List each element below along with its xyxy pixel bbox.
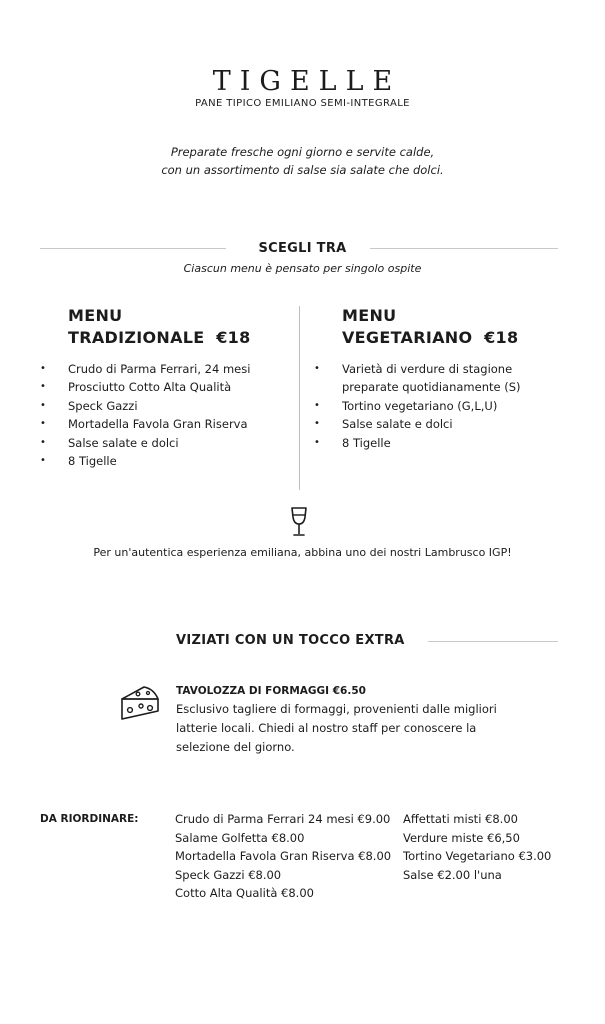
- menu-title-line: TRADIZIONALE €18: [68, 328, 251, 347]
- cheese-icon: [119, 683, 161, 723]
- menu-title-line: MENU: [342, 306, 397, 325]
- menu-title-line: VEGETARIANO €18: [342, 328, 519, 347]
- list-item: • 8 Tigelle: [314, 434, 521, 452]
- list-item-continuation: preparate quotidianamente (S): [342, 380, 521, 395]
- reorder-item: Cotto Alta Qualità €8.00: [175, 886, 314, 901]
- extra-divider: [428, 641, 558, 642]
- menu-divider: [299, 306, 300, 490]
- reorder-label: DA RIORDINARE:: [40, 813, 139, 825]
- reorder-item: Salse €2.00 l'una: [403, 867, 502, 882]
- intro-text: [0, 143, 605, 179]
- list-item: • 8 Tigelle: [40, 452, 250, 470]
- list-item: • Crudo di Parma Ferrari, 24 mesi: [40, 360, 250, 378]
- list-item: • Mortadella Favola Gran Riserva: [40, 415, 250, 433]
- menu-title-line: MENU: [68, 306, 123, 325]
- menu-vegetariano-title: [342, 305, 518, 349]
- list-item: • Salse salate e dolci: [40, 434, 250, 452]
- menu-vegetariano-items: [314, 360, 521, 452]
- cheese-board-description: Esclusivo tagliere di formaggi, provenienti dalle migliori latterie locali. Chiedi al nostro staff per conoscere la selezione del giorno.: [176, 702, 497, 754]
- reorder-item: Affettati misti €8.00: [403, 812, 518, 826]
- intro-line: con un assortimento di salse sia salate che dolci.: [161, 163, 444, 177]
- divider-right: [370, 248, 558, 249]
- menu-tradizionale-title: [68, 305, 251, 349]
- reorder-column-2: [403, 810, 551, 884]
- menu-tradizionale-items: [40, 360, 250, 470]
- list-item: • Tortino vegetariano (G,L,U): [314, 397, 521, 415]
- reorder-item: Verdure miste €6,50: [403, 830, 520, 845]
- list-item: • Speck Gazzi: [40, 397, 250, 415]
- reorder-item: Tortino Vegetariano €3.00: [403, 849, 552, 864]
- reorder-column-1: [175, 810, 391, 903]
- extra-title: VIZIATI CON UN TOCCO EXTRA: [176, 633, 405, 648]
- list-item: • Salse salate e dolci: [314, 415, 521, 433]
- choose-note: Ciascun menu è pensato per singolo ospite: [183, 262, 422, 275]
- list-item: • Prosciutto Cotto Alta Qualità: [40, 378, 250, 396]
- cheese-board-title: TAVOLOZZA DI FORMAGGI €6.50: [176, 685, 366, 697]
- reorder-item: Crudo di Parma Ferrari 24 mesi €9.00: [175, 812, 391, 826]
- choose-title: SCEGLI TRA: [258, 241, 347, 256]
- reorder-item: Salame Golfetta €8.00: [175, 830, 305, 845]
- reorder-item: Mortadella Favola Gran Riserva €8.00: [175, 849, 392, 864]
- list-item: • Varietà di verdure di stagione: [314, 360, 521, 378]
- reorder-item: Speck Gazzi €8.00: [175, 867, 282, 882]
- wine-glass-icon: [288, 506, 310, 538]
- page-subtitle: PANE TIPICO EMILIANO SEMI-INTEGRALE: [195, 98, 410, 109]
- page-title: TIGELLE: [212, 66, 402, 97]
- pairing-text: Per un'autentica esperienza emiliana, abbina uno dei nostri Lambrusco IGP!: [93, 546, 512, 559]
- intro-line: Preparate fresche ogni giorno e servite calde,: [170, 145, 435, 159]
